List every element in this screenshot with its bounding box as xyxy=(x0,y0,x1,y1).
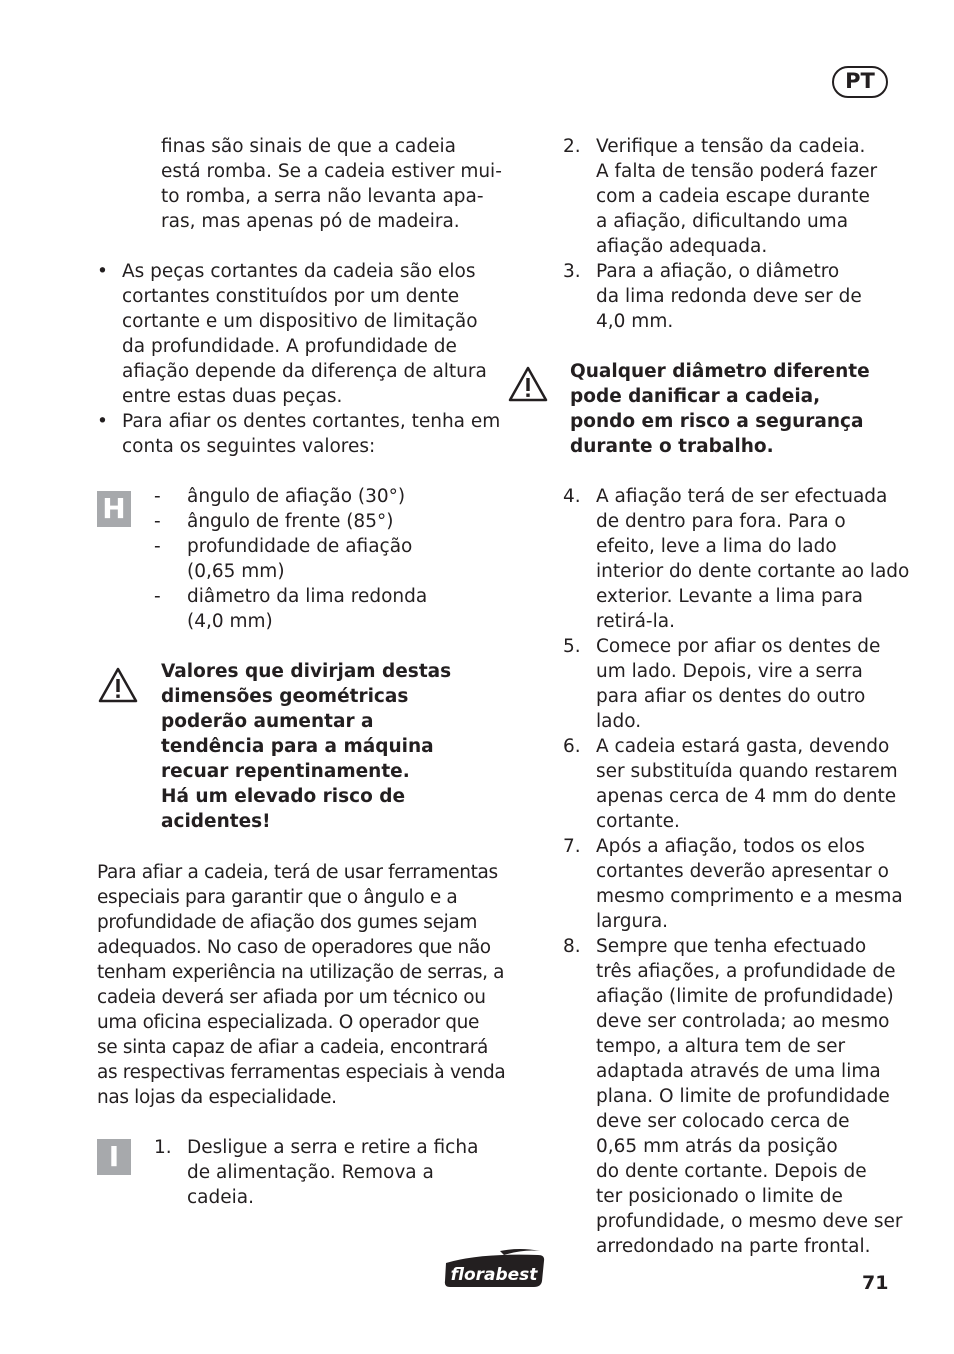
text-line: para afiar os dentes do outro xyxy=(596,686,866,707)
text-line: As peças cortantes da cadeia são elos xyxy=(122,261,476,282)
steps-list-a xyxy=(563,134,877,334)
page-number: 71 xyxy=(862,1272,889,1294)
text-line: Para afiar a cadeia, terá de usar ferramentas xyxy=(97,862,498,883)
step-item xyxy=(563,634,909,734)
text-line: nas lojas da especialidade. xyxy=(97,1087,337,1108)
bullet-item xyxy=(97,409,500,459)
text-line: ângulo de afiação (30°) xyxy=(187,486,406,507)
dash-mark: - xyxy=(154,486,161,507)
text-line: durante o trabalho. xyxy=(570,436,774,457)
text-line: exterior. Levante a lima para xyxy=(596,586,864,607)
text-line: cortante. xyxy=(596,811,680,832)
text-line: conta os seguintes valores: xyxy=(122,436,376,457)
text-line: plana. O limite de profundidade xyxy=(596,1086,890,1107)
text-line: A afiação terá de ser efectuada xyxy=(596,486,888,507)
text-line: arredondado na parte frontal. xyxy=(596,1236,871,1257)
language-badge: PT xyxy=(832,66,888,98)
text-line: A cadeia estará gasta, devendo xyxy=(596,736,890,757)
dash-list xyxy=(154,484,427,634)
text-line: interior do dente cortante ao lado xyxy=(596,561,910,582)
warning-text-right xyxy=(570,359,870,459)
dash-mark: - xyxy=(154,586,161,607)
step-number: 1. xyxy=(154,1137,172,1158)
steps-list-b xyxy=(563,484,909,1259)
text-line: ter posicionado o limite de xyxy=(596,1186,843,1207)
bullet-mark: • xyxy=(97,411,108,432)
text-line: de alimentação. Remova a xyxy=(187,1162,434,1183)
dash-item xyxy=(154,484,427,509)
text-line: uma oficina especializada. O operador que xyxy=(97,1012,480,1033)
body-paragraph xyxy=(97,860,505,1110)
text-line: pondo em risco a segurança xyxy=(570,411,864,432)
text-line: poderão aumentar a xyxy=(161,711,374,732)
text-line: está romba. Se a cadeia estiver mui- xyxy=(161,161,502,182)
step-number: 6. xyxy=(563,736,581,757)
text-line: (0,65 mm) xyxy=(187,561,285,582)
dash-mark: - xyxy=(154,536,161,557)
step-number: 5. xyxy=(563,636,581,657)
text-line: ângulo de frente (85°) xyxy=(187,511,394,532)
warning-triangle-icon xyxy=(508,366,548,402)
text-line: ser substituída quando restarem xyxy=(596,761,898,782)
text-line: tendência para a máquina xyxy=(161,736,434,757)
text-line: profundidade, o mesmo deve ser xyxy=(596,1211,903,1232)
text-line: retirá-la. xyxy=(596,611,675,632)
text-line: finas são sinais de que a cadeia xyxy=(161,136,456,157)
text-line: profundidade de afiação dos gumes sejam xyxy=(97,912,478,933)
section-marker-i: I xyxy=(97,1139,131,1175)
text-line: mesmo comprimento e a mesma xyxy=(596,886,903,907)
left-intro xyxy=(161,134,502,234)
text-line: A falta de tensão poderá fazer xyxy=(596,161,878,182)
text-line: deve ser controlada; ao mesmo xyxy=(596,1011,890,1032)
text-line: tempo, a altura tem de ser xyxy=(596,1036,846,1057)
text-line: dimensões geométricas xyxy=(161,686,409,707)
text-line: do dente cortante. Depois de xyxy=(596,1161,867,1182)
step-item xyxy=(563,259,877,334)
text-line: de dentro para fora. Para o xyxy=(596,511,846,532)
text-line: largura. xyxy=(596,911,669,932)
text-line: cortantes deverão apresentar o xyxy=(596,861,889,882)
text-line: as respectivas ferramentas especiais à venda xyxy=(97,1062,506,1083)
text-line: apenas cerca de 4 mm do dente xyxy=(596,786,897,807)
text-line: to romba, a serra não levanta apa- xyxy=(161,186,484,207)
text-line: afiação adequada. xyxy=(596,236,768,257)
text-line: adaptada através de uma lima xyxy=(596,1061,881,1082)
step-number: 8. xyxy=(563,936,581,957)
text-line: acidentes! xyxy=(161,811,271,832)
text-line: da profundidade. A profundidade de xyxy=(122,336,457,357)
step-item xyxy=(563,134,877,259)
step-number: 3. xyxy=(563,261,581,282)
text-line: Para afiar os dentes cortantes, tenha em xyxy=(122,411,501,432)
text-line: cadeia deverá ser afiada por um técnico ou xyxy=(97,987,486,1008)
text-line: Há um elevado risco de xyxy=(161,786,406,807)
text-line: lado. xyxy=(596,711,642,732)
dash-item xyxy=(154,509,427,534)
step-item xyxy=(563,934,909,1259)
text-line: Sempre que tenha efectuado xyxy=(596,936,867,957)
text-line: diâmetro da lima redonda xyxy=(187,586,428,607)
step-number: 4. xyxy=(563,486,581,507)
florabest-logo xyxy=(440,1247,550,1289)
text-line: Após a afiação, todos os elos xyxy=(596,836,865,857)
text-line: tenham experiência na utilização de serras, a xyxy=(97,962,505,983)
step-number: 7. xyxy=(563,836,581,857)
text-line: se sinta capaz de afiar a cadeia, encontrará xyxy=(97,1037,489,1058)
text-line: adequados. No caso de operadores que não xyxy=(97,937,491,958)
text-line: afiação (limite de profundidade) xyxy=(596,986,894,1007)
dash-item xyxy=(154,584,427,634)
text-line: pode danificar a cadeia, xyxy=(570,386,821,407)
warning-text-left xyxy=(161,659,451,834)
step-item xyxy=(154,1135,478,1210)
section-marker-h: H xyxy=(97,491,131,527)
step-item xyxy=(563,484,909,634)
text-line: especiais para garantir que o ângulo e a xyxy=(97,887,458,908)
warning-triangle-icon xyxy=(98,667,138,703)
text-line: Para a afiação, o diâmetro xyxy=(596,261,840,282)
dash-mark: - xyxy=(154,511,161,532)
text-line: (4,0 mm) xyxy=(187,611,273,632)
text-line: três afiações, a profundidade de xyxy=(596,961,896,982)
text-line: da lima redonda deve ser de xyxy=(596,286,862,307)
text-line: cortante e um dispositivo de limitação xyxy=(122,311,478,332)
text-line: Comece por afiar os dentes de xyxy=(596,636,881,657)
text-line: ras, mas apenas pó de madeira. xyxy=(161,211,460,232)
text-line: Qualquer diâmetro diferente xyxy=(570,361,870,382)
text-line: cadeia. xyxy=(187,1187,254,1208)
text-line: profundidade de afiação xyxy=(187,536,413,557)
text-line: Desligue a serra e retire a ficha xyxy=(187,1137,479,1158)
text-line: a afiação, dificultando uma xyxy=(596,211,849,232)
step-item xyxy=(563,834,909,934)
text-line: cortantes constituídos por um dente xyxy=(122,286,460,307)
text-line: um lado. Depois, vire a serra xyxy=(596,661,863,682)
bullet-mark: • xyxy=(97,261,108,282)
text-line: com a cadeia escape durante xyxy=(596,186,870,207)
logo-text: florabest xyxy=(450,1265,538,1285)
text-line: Verifique a tensão da cadeia. xyxy=(596,136,866,157)
text-line: deve ser colocado cerca de xyxy=(596,1111,850,1132)
text-line: efeito, leve a lima do lado xyxy=(596,536,837,557)
dash-item xyxy=(154,534,427,584)
bullet-item xyxy=(97,259,487,409)
step-number: 2. xyxy=(563,136,581,157)
text-line: 0,65 mm atrás da posição xyxy=(596,1136,838,1157)
text-line: recuar repentinamente. xyxy=(161,761,410,782)
text-line: entre estas duas peças. xyxy=(122,386,343,407)
text-line: afiação depende da diferença de altura xyxy=(122,361,487,382)
text-line: 4,0 mm. xyxy=(596,311,674,332)
step-item xyxy=(563,734,909,834)
text-line: Valores que divirjam destas xyxy=(161,661,452,682)
